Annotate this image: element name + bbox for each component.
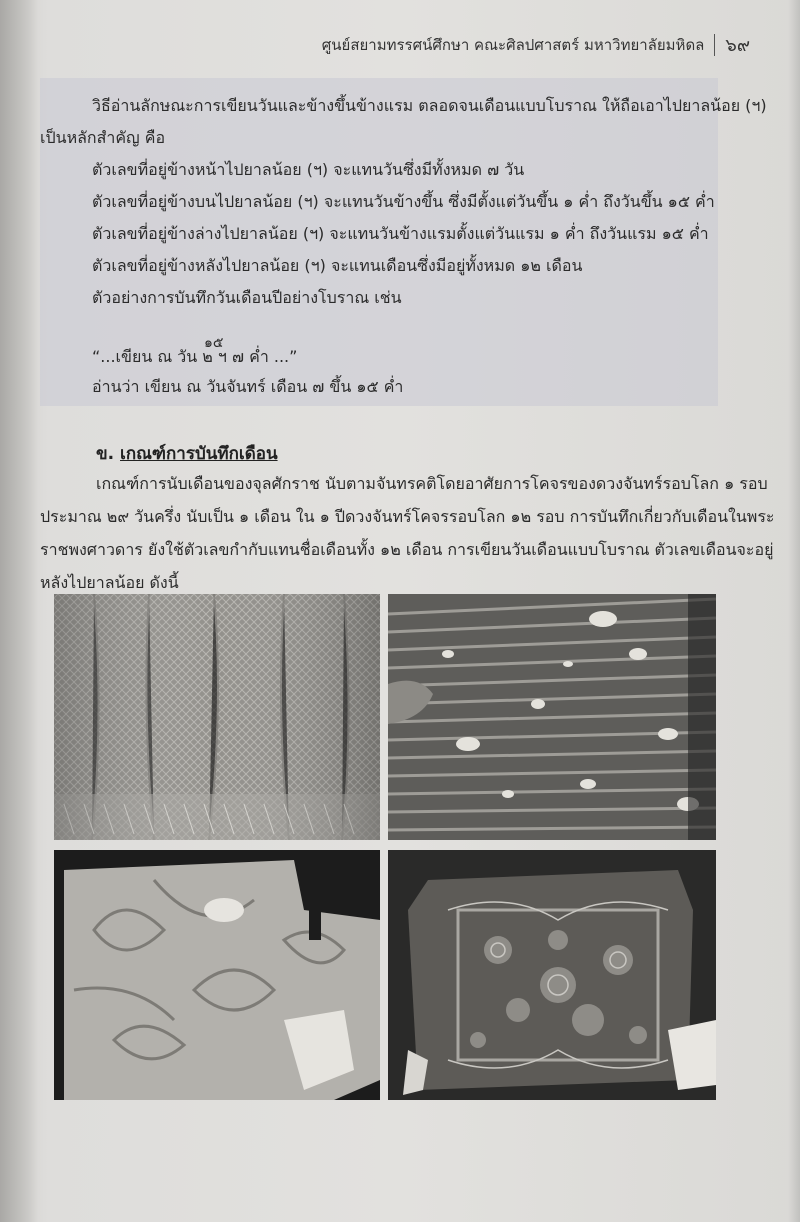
example-superscript: ๑๕ xyxy=(204,335,224,351)
photo-textile-striped-damaged xyxy=(388,594,716,840)
book-gutter-shadow xyxy=(0,0,38,1222)
body-line-2: ประมาณ ๒๙ วันครึ่ง นับเป็น ๑ เดือน ใน ๑ ปีดวงจันทร์โคจรรอบโลก ๑๒ รอบ การบันทึกเกี่ยวกับเดือนในพระ xyxy=(40,507,775,526)
photo-textile-pattern-weave xyxy=(54,594,380,840)
running-title: ศูนย์สยามทรรศน์ศึกษา คณะศิลปศาสตร์ มหาวิทยาลัยมหิดล xyxy=(321,35,705,54)
section-heading xyxy=(96,440,278,467)
rule-line-above: ตัวเลขที่อยู่ข้างบนไปยาลน้อย (ฯ) จะแทนวันข้างขึ้น ซึ่งมีตั้งแต่วันขึ้น ๑ ค่ำ ถึงวันขึ้น ๑๕ ค่ำ xyxy=(92,192,715,211)
rule-line-front: ตัวเลขที่อยู่ข้างหน้าไปยาลน้อย (ฯ) จะแทนวันซึ่งมีทั้งหมด ๗ วัน xyxy=(92,160,525,179)
example-intro: ตัวอย่างการบันทึกวันเดือนปีอย่างโบราณ เช่น xyxy=(92,288,402,307)
reading-line: อ่านว่า เขียน ณ วันจันทร์ เดือน ๗ ขึ้น ๑๕ ค่ำ xyxy=(92,377,404,396)
rule-line-behind: ตัวเลขที่อยู่ข้างหลังไปยาลน้อย (ฯ) จะแทนเดือนซึ่งมีอยู่ทั้งหมด ๑๒ เดือน xyxy=(92,256,583,275)
section-marker: ข. xyxy=(96,444,115,464)
header-divider xyxy=(714,34,715,56)
rule-line-below: ตัวเลขที่อยู่ข้างล่างไปยาลน้อย (ฯ) จะแทนวันข้างแรมตั้งแต่วันแรม ๑ ค่ำ ถึงวันแรม ๑๕ ค่ำ xyxy=(92,224,709,243)
running-header xyxy=(322,30,750,59)
body-line-4: หลังไปยาลน้อย ดังนี้ xyxy=(40,573,179,592)
intro-line-2: เป็นหลักสำคัญ คือ xyxy=(40,128,166,147)
page-number: ๖๙ xyxy=(725,35,750,56)
page-edge-shadow xyxy=(788,0,800,1222)
photo-textile-embroidered-panel xyxy=(388,850,716,1100)
body-line-3: ราชพงศาวดาร ยังใช้ตัวเลขกำกับแทนชื่อเดือนทั้ง ๑๒ เดือน การเขียนวันเดือนแบบโบราณ ตัวเลขเดือนจะอยู่ xyxy=(40,540,774,559)
body-line-1: เกณฑ์การนับเดือนของจุลศักราช นับตามจันทรคติโดยอาศัยการโคจรของดวงจันทร์รอบโลก ๑ รอบ xyxy=(96,474,768,493)
section-title: เกณฑ์การบันทึกเดือน xyxy=(120,444,278,464)
photo-textile-floral-torn xyxy=(54,850,380,1100)
example-line: “...เขียน ณ วัน ๒ ฯ ๗ ค่ำ ...” xyxy=(92,347,298,366)
intro-line-1: วิธีอ่านลักษณะการเขียนวันและข้างขึ้นข้างแรม ตลอดจนเดือนแบบโบราณ ให้ถือเอาไปยาลน้อย (ฯ) xyxy=(92,96,767,115)
